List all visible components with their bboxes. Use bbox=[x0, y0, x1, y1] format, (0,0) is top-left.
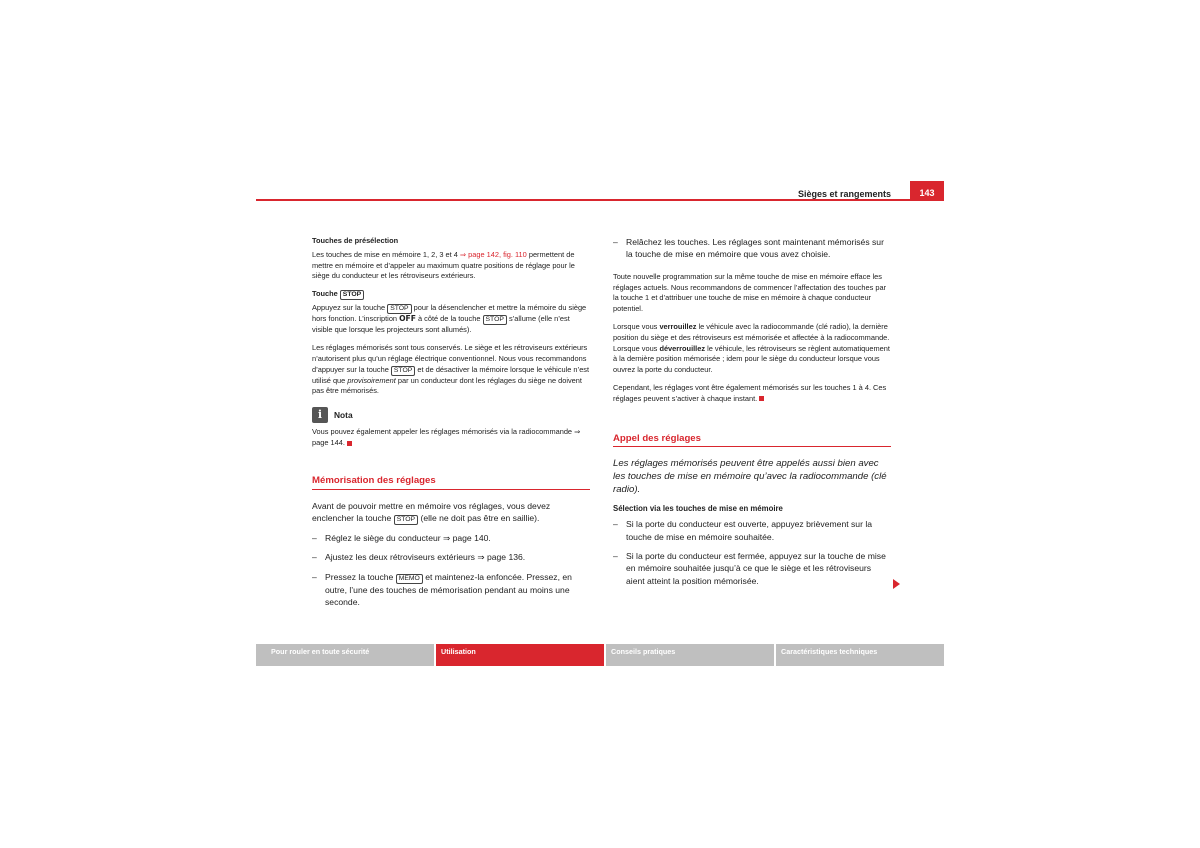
selection-heading: Sélection via les touches de mise en mémoire bbox=[613, 504, 783, 514]
presel-heading: Touches de présélection bbox=[312, 236, 399, 245]
presel-paragraph: Les touches de mise en mémoire 1, 2, 3 et 4 ⇒ page 142, fig. 110 permettent de mettre en mémoire et d’appeler au maximum quatre positions de réglage pour le siège du conducteur et les rétroviseurs extérieurs. bbox=[312, 249, 575, 281]
right-column bbox=[613, 236, 891, 594]
end-of-section-icon bbox=[759, 396, 764, 401]
off-indicator: OFF bbox=[399, 314, 416, 324]
tab-technical-specs[interactable]: Caractéristiques techniques bbox=[776, 644, 944, 666]
page-section-title: Sièges et rangements bbox=[797, 189, 891, 199]
tab-practical-tips[interactable]: Conseils pratiques bbox=[606, 644, 774, 666]
continue-arrow-icon bbox=[893, 579, 900, 589]
new-programming-paragraph: Toute nouvelle programmation sur la même touche de mise en mémoire efface les réglages actuels. Nous recommandons de commencer l’affectation des touches par la touche 1 et d’attribuer une touche de mise en mémoire à chaque conducteur potentiel. bbox=[613, 271, 887, 314]
memo-heading: Mémorisation des réglages bbox=[312, 476, 590, 490]
note-header bbox=[312, 407, 590, 423]
list-item: – Réglez le siège du conducteur ⇒ page 140. bbox=[312, 532, 491, 543]
footer-nav bbox=[256, 644, 944, 666]
recall-intro: Les réglages mémorisés peuvent être appelés aussi bien avec les touches de mise en mémoire qu’avec la radiocommande (clé radio). bbox=[613, 458, 887, 496]
stop-key-label: STOP bbox=[387, 304, 411, 314]
header-rule bbox=[256, 199, 944, 201]
list-item: – Si la porte du conducteur est fermée, appuyez sur la touche de mise en mémoire souhaitée jusqu’à ce que le siège et les rétroviseurs aient atteint la position mémorisée. bbox=[613, 550, 886, 586]
memo-key-label: MEMO bbox=[396, 574, 423, 584]
info-icon: i bbox=[312, 407, 328, 423]
also-paragraph: Cependant, les réglages vont être également mémorisés sur les touches 1 à 4. Ces réglages peuvent s’activer à chaque instant. bbox=[613, 382, 887, 403]
note-text: Vous pouvez également appeler les réglages mémorisés via la radiocommande ⇒ page 144. bbox=[312, 427, 581, 447]
stop-key-label: STOP bbox=[483, 315, 507, 325]
list-item: – Pressez la touche MEMO et maintenez-la enfoncée. Pressez, en outre, l’une des touches de mémorisation pendant au moins une seconde. bbox=[312, 571, 572, 608]
lock-paragraph: Lorsque vous verrouillez le véhicule avec la radiocommande (clé radio), la dernière position du siège et des rétroviseurs est mémorisée et affectée à la radiocommande. Lorsque vous déverrouillez le véhicule, les rétroviseurs se règlent automatiquement à la dernière position mémorisée ; idem pour le siège du conducteur lorsque vous ouvrez la porte du conducteur. bbox=[613, 322, 890, 375]
saved-settings-paragraph: Les réglages mémorisés sont tous conservés. Le siège et les rétroviseurs extérieurs n’autorisent plus qu’un réglage électrique conventionnel. Nous vous recommandons d’appuyer sur la touche STOP et de désactiver la mémoire lorsque le véhicule n’est utilisé que provisoirement par un conducteur dont les réglages du siège ne doivent pas être mémorisés. bbox=[312, 342, 590, 396]
page-number: 143 bbox=[910, 181, 944, 201]
stop-key-label: STOP bbox=[391, 366, 415, 376]
memo-intro: Avant de pouvoir mettre en mémoire vos réglages, vous devez enclencher la touche STOP (elle ne doit pas être en saillie). bbox=[312, 500, 551, 523]
list-item: – Si la porte du conducteur est ouverte, appuyez brièvement sur la touche de mise en mémoire souhaitée. bbox=[613, 519, 873, 542]
tab-usage[interactable]: Utilisation bbox=[436, 644, 604, 666]
list-item: – Ajustez les deux rétroviseurs extérieurs ⇒ page 136. bbox=[312, 552, 526, 563]
stop-key-label: STOP bbox=[394, 515, 418, 525]
end-of-section-icon bbox=[347, 441, 352, 446]
page-link[interactable]: ⇒ page 142, fig. 110 bbox=[459, 249, 527, 259]
stop-key-label: STOP bbox=[340, 290, 364, 300]
touche-stop-heading: Touche STOP bbox=[312, 289, 590, 300]
recall-heading: Appel des réglages bbox=[613, 434, 891, 448]
left-column bbox=[312, 236, 590, 616]
list-item: – Relâchez les touches. Les réglages sont maintenant mémorisés sur la touche de mise en mémoire que vous avez choisie. bbox=[613, 237, 884, 260]
stop-paragraph: Appuyez sur la touche STOP pour la désenclencher et mettre la mémoire du siège hors fonction. L’inscription OFF à côté de la touche STOP s’allume (elle n’est visible que lorsque les projecteurs sont allumés). bbox=[312, 303, 587, 335]
note-label: Nota bbox=[334, 409, 353, 420]
tab-safety[interactable]: Pour rouler en toute sécurité bbox=[256, 644, 434, 666]
